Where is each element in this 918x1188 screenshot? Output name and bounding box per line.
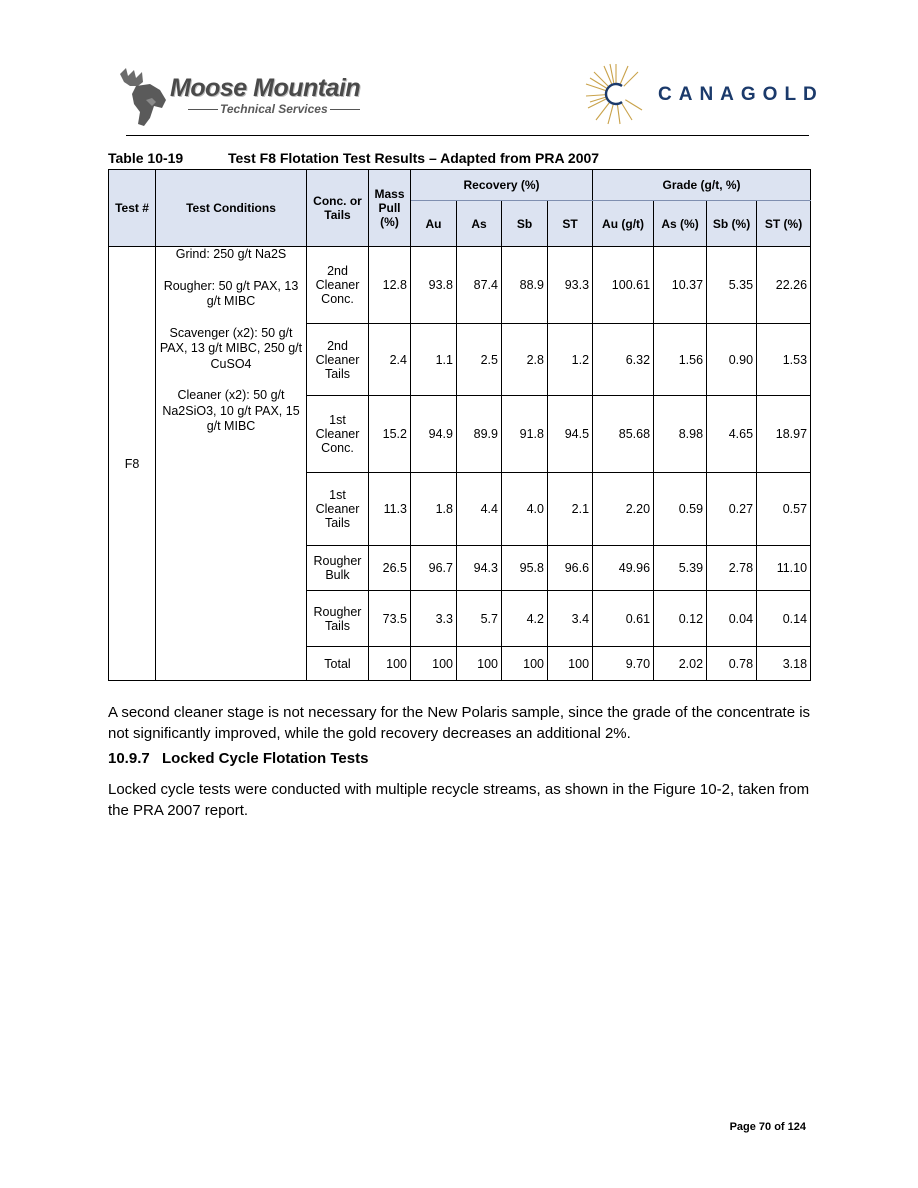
stream-cell: 1st Cleaner Tails xyxy=(307,473,369,546)
header-grade-st: ST (%) xyxy=(757,201,811,247)
section-heading xyxy=(108,750,368,767)
grade-sb-cell: 0.27 xyxy=(707,473,757,546)
grade-as-cell: 1.56 xyxy=(654,324,707,396)
rec-st-cell: 93.3 xyxy=(548,247,593,324)
header-grade-as: As (%) xyxy=(654,201,707,247)
header-recovery-au: Au xyxy=(411,201,457,247)
grade-st-cell: 1.53 xyxy=(757,324,811,396)
header-recovery-group: Recovery (%) xyxy=(411,170,593,201)
rec-sb-cell: 4.0 xyxy=(502,473,548,546)
section-title: Locked Cycle Flotation Tests xyxy=(162,750,369,767)
header-row-1 xyxy=(109,170,811,201)
grade-as-cell: 0.59 xyxy=(654,473,707,546)
rec-as-cell: 2.5 xyxy=(457,324,502,396)
header-grade-sb: Sb (%) xyxy=(707,201,757,247)
rec-st-cell: 3.4 xyxy=(548,591,593,647)
stream-cell: Rougher Bulk xyxy=(307,546,369,591)
grade-sb-cell: 0.04 xyxy=(707,591,757,647)
grade-au-cell: 9.70 xyxy=(593,647,654,681)
header-test-conditions: Test Conditions xyxy=(156,170,307,247)
rec-au-cell: 93.8 xyxy=(411,247,457,324)
rec-st-cell: 1.2 xyxy=(548,324,593,396)
header-recovery-st: ST xyxy=(548,201,593,247)
grade-au-cell: 2.20 xyxy=(593,473,654,546)
rec-as-cell: 100 xyxy=(457,647,502,681)
header-grade-group: Grade (g/t, %) xyxy=(593,170,811,201)
rec-au-cell: 96.7 xyxy=(411,546,457,591)
sunburst-icon xyxy=(584,62,648,126)
table-title: Test F8 Flotation Test Results – Adapted from PRA 2007 xyxy=(228,150,600,166)
header-test: Test # xyxy=(109,170,156,247)
rec-au-cell: 100 xyxy=(411,647,457,681)
moose-mountain-logo xyxy=(116,62,361,132)
mass-pull-cell: 26.5 xyxy=(369,546,411,591)
grade-st-cell: 18.97 xyxy=(757,396,811,473)
stream-cell: Total xyxy=(307,647,369,681)
condition-rougher: Rougher: 50 g/t PAX, 13 g/t MIBC xyxy=(163,278,299,308)
rec-sb-cell: 4.2 xyxy=(502,591,548,647)
grade-st-cell: 0.14 xyxy=(757,591,811,647)
moose-mountain-subtitle-row xyxy=(186,102,362,116)
grade-st-cell: 0.57 xyxy=(757,473,811,546)
condition-grind: Grind: 250 g/t Na2S xyxy=(175,247,287,261)
table-caption xyxy=(108,150,599,166)
grade-as-cell: 5.39 xyxy=(654,546,707,591)
grade-au-cell: 0.61 xyxy=(593,591,654,647)
mass-pull-cell: 2.4 xyxy=(369,324,411,396)
grade-sb-cell: 4.65 xyxy=(707,396,757,473)
table-number: Table 10-19 xyxy=(108,150,184,166)
header-mass-pull: Mass Pull (%) xyxy=(369,170,411,247)
grade-as-cell: 0.12 xyxy=(654,591,707,647)
page-header xyxy=(110,60,824,136)
rec-au-cell: 3.3 xyxy=(411,591,457,647)
grade-au-cell: 49.96 xyxy=(593,546,654,591)
header-conc-tails: Conc. or Tails xyxy=(307,170,369,247)
condition-scavenger: Scavenger (x2): 50 g/t PAX, 13 g/t MIBC, 250 g/t CuSO4 xyxy=(159,325,303,371)
stream-cell: 1st Cleaner Conc. xyxy=(307,396,369,473)
moose-mountain-title: Moose Mountain xyxy=(170,74,361,102)
stream-cell: Rougher Tails xyxy=(307,591,369,647)
rec-sb-cell: 88.9 xyxy=(502,247,548,324)
rec-sb-cell: 95.8 xyxy=(502,546,548,591)
rec-as-cell: 4.4 xyxy=(457,473,502,546)
grade-as-cell: 8.98 xyxy=(654,396,707,473)
test-id-cell: F8 xyxy=(109,247,156,681)
rec-as-cell: 89.9 xyxy=(457,396,502,473)
moose-icon xyxy=(116,66,176,128)
table-row xyxy=(109,247,811,324)
moose-mountain-subtitle: Technical Services xyxy=(220,102,328,116)
rec-st-cell: 94.5 xyxy=(548,396,593,473)
rec-st-cell: 2.1 xyxy=(548,473,593,546)
grade-sb-cell: 5.35 xyxy=(707,247,757,324)
mass-pull-cell: 15.2 xyxy=(369,396,411,473)
grade-au-cell: 100.61 xyxy=(593,247,654,324)
stream-cell: 2nd Cleaner Tails xyxy=(307,324,369,396)
grade-au-cell: 6.32 xyxy=(593,324,654,396)
rec-as-cell: 94.3 xyxy=(457,546,502,591)
flotation-results-table xyxy=(108,169,811,681)
rec-au-cell: 1.1 xyxy=(411,324,457,396)
grade-au-cell: 85.68 xyxy=(593,396,654,473)
page-number: Page 70 of 124 xyxy=(729,1121,806,1133)
rec-au-cell: 1.8 xyxy=(411,473,457,546)
canagold-logo xyxy=(580,62,824,132)
grade-as-cell: 10.37 xyxy=(654,247,707,324)
rec-as-cell: 87.4 xyxy=(457,247,502,324)
grade-st-cell: 3.18 xyxy=(757,647,811,681)
grade-as-cell: 2.02 xyxy=(654,647,707,681)
rec-sb-cell: 100 xyxy=(502,647,548,681)
grade-st-cell: 22.26 xyxy=(757,247,811,324)
stream-cell: 2nd Cleaner Conc. xyxy=(307,247,369,324)
canagold-wordmark: CANAGOLD xyxy=(658,84,824,105)
condition-cleaner: Cleaner (x2): 50 g/t Na2SiO3, 10 g/t PAX, 15 g/t MIBC xyxy=(162,388,300,433)
rec-sb-cell: 91.8 xyxy=(502,396,548,473)
section-number: 10.9.7 xyxy=(108,750,150,767)
paragraph-locked-cycle: Locked cycle tests were conducted with multiple recycle streams, as shown in the Figure 10-2, taken from the PRA 2007 report. xyxy=(108,781,810,819)
rec-st-cell: 100 xyxy=(548,647,593,681)
paragraph-second-cleaner: A second cleaner stage is not necessary for the New Polaris sample, since the grade of the concentrate is not significantly improved, while the gold recovery decreases an additional 2%. xyxy=(108,704,811,742)
grade-st-cell: 11.10 xyxy=(757,546,811,591)
rec-sb-cell: 2.8 xyxy=(502,324,548,396)
rec-au-cell: 94.9 xyxy=(411,396,457,473)
header-recovery-sb: Sb xyxy=(502,201,548,247)
grade-sb-cell: 0.78 xyxy=(707,647,757,681)
header-grade-au: Au (g/t) xyxy=(593,201,654,247)
header-divider xyxy=(126,135,809,136)
rec-as-cell: 5.7 xyxy=(457,591,502,647)
grade-sb-cell: 0.90 xyxy=(707,324,757,396)
test-conditions-cell xyxy=(156,247,307,681)
grade-sb-cell: 2.78 xyxy=(707,546,757,591)
rec-st-cell: 96.6 xyxy=(548,546,593,591)
mass-pull-cell: 73.5 xyxy=(369,591,411,647)
mass-pull-cell: 100 xyxy=(369,647,411,681)
mass-pull-cell: 12.8 xyxy=(369,247,411,324)
mass-pull-cell: 11.3 xyxy=(369,473,411,546)
header-recovery-as: As xyxy=(457,201,502,247)
